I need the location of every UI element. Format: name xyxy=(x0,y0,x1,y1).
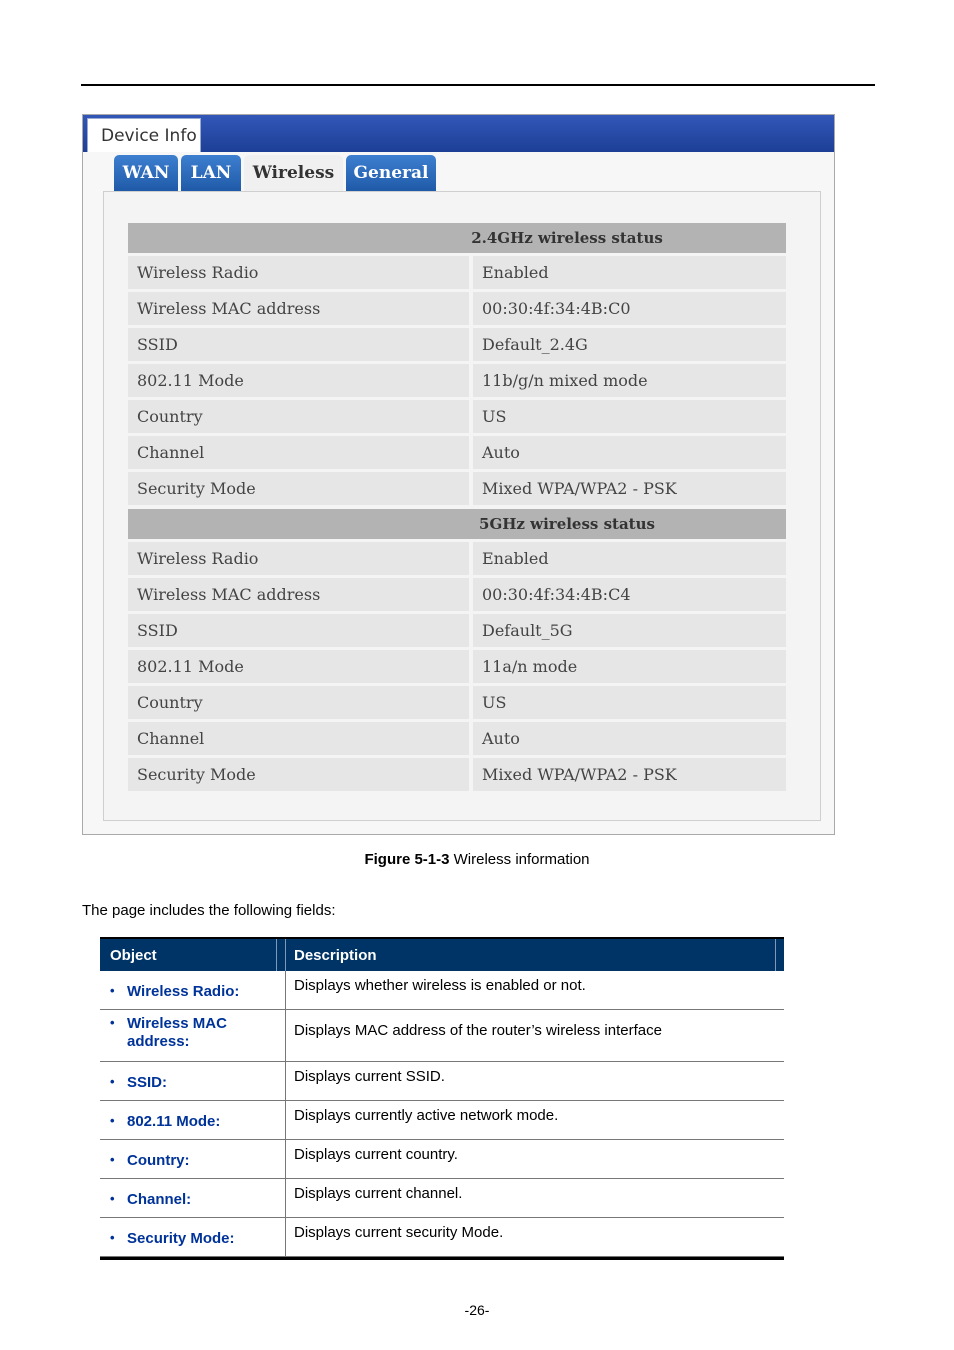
status-row xyxy=(128,578,786,611)
status-row xyxy=(128,758,786,791)
column-divider xyxy=(285,1179,286,1218)
tab-wireless[interactable]: Wireless xyxy=(244,155,343,191)
table-row xyxy=(100,1218,784,1257)
status-label: Country xyxy=(128,686,469,719)
status-value: 11b/g/n mixed mode xyxy=(473,364,786,397)
description-cell: Displays current SSID. xyxy=(294,1068,445,1085)
status-value: 00:30:4f:34:4B:C0 xyxy=(473,292,786,325)
table-row xyxy=(100,1010,784,1062)
section-header-5ghz xyxy=(128,509,786,539)
status-label: Security Mode xyxy=(128,472,469,505)
status-label: Wireless MAC address xyxy=(128,292,469,325)
status-row xyxy=(128,686,786,719)
bullet-icon: • xyxy=(110,1152,115,1167)
table-row xyxy=(100,1140,784,1179)
section-header-24ghz xyxy=(128,223,786,253)
table-row xyxy=(100,1101,784,1140)
description-cell: Displays current country. xyxy=(294,1146,458,1163)
bullet-icon: • xyxy=(110,1230,115,1245)
status-value: US xyxy=(473,400,786,433)
object-name: Channel: xyxy=(127,1191,192,1208)
status-value: US xyxy=(473,686,786,719)
header-description: Description xyxy=(294,947,377,964)
status-row xyxy=(128,292,786,325)
status-value: Auto xyxy=(473,436,786,469)
table-row xyxy=(100,971,784,1010)
object-name: Country: xyxy=(127,1152,190,1169)
description-cell: Displays whether wireless is enabled or not. xyxy=(294,977,586,994)
column-divider xyxy=(285,971,286,1010)
header-divider xyxy=(775,939,776,971)
object-name: 802.11 Mode: xyxy=(127,1113,221,1130)
page-number: -26- xyxy=(464,1302,490,1318)
status-label: Security Mode xyxy=(128,758,469,791)
status-row xyxy=(128,400,786,433)
status-label: Channel xyxy=(128,722,469,755)
bullet-icon: • xyxy=(110,1015,115,1030)
status-value: 00:30:4f:34:4B:C4 xyxy=(473,578,786,611)
table-row xyxy=(100,1062,784,1101)
description-cell: Displays currently active network mode. xyxy=(294,1107,559,1124)
tab-wan[interactable]: WAN xyxy=(114,155,178,191)
status-label: Country xyxy=(128,400,469,433)
status-value: Auto xyxy=(473,722,786,755)
intro-text: The page includes the following fields: xyxy=(82,902,336,919)
header-rule xyxy=(81,84,875,86)
status-row xyxy=(128,436,786,469)
status-label: Wireless Radio xyxy=(128,256,469,289)
status-row xyxy=(128,328,786,361)
status-label: Wireless MAC address xyxy=(128,578,469,611)
status-value: Default_5G xyxy=(473,614,786,647)
column-divider xyxy=(285,1101,286,1140)
status-value: Enabled xyxy=(473,542,786,575)
description-cell: Displays MAC address of the router’s wireless interface xyxy=(294,1022,662,1039)
object-name: Security Mode: xyxy=(127,1230,235,1247)
bullet-icon: • xyxy=(110,1191,115,1206)
status-label: Channel xyxy=(128,436,469,469)
table-header xyxy=(100,937,784,971)
status-value: Enabled xyxy=(473,256,786,289)
status-row xyxy=(128,542,786,575)
bullet-icon: • xyxy=(110,1113,115,1128)
tab-general[interactable]: General xyxy=(346,155,436,191)
object-name: Wireless Radio: xyxy=(127,983,240,1000)
status-row xyxy=(128,364,786,397)
status-row xyxy=(128,472,786,505)
status-value: Default_2.4G xyxy=(473,328,786,361)
status-row xyxy=(128,650,786,683)
column-divider xyxy=(285,1062,286,1101)
caption-text: Wireless information xyxy=(449,851,590,868)
status-label: SSID xyxy=(128,614,469,647)
status-label: Wireless Radio xyxy=(128,542,469,575)
table-bottom-rule xyxy=(100,1257,784,1260)
header-divider xyxy=(276,939,277,971)
device-info-tab[interactable]: Device Info xyxy=(87,118,201,152)
status-value: Mixed WPA/WPA2 - PSK xyxy=(473,758,786,791)
section-title: 2.4GHz wireless status xyxy=(471,229,663,247)
bullet-icon: • xyxy=(110,983,115,998)
status-label: SSID xyxy=(128,328,469,361)
figure-caption xyxy=(0,851,954,868)
status-label: 802.11 Mode xyxy=(128,364,469,397)
description-cell: Displays current channel. xyxy=(294,1185,463,1202)
status-row xyxy=(128,614,786,647)
object-name: SSID: xyxy=(127,1074,168,1091)
status-label: 802.11 Mode xyxy=(128,650,469,683)
column-divider xyxy=(285,1140,286,1179)
status-value: 11a/n mode xyxy=(473,650,786,683)
status-row xyxy=(128,722,786,755)
tab-lan[interactable]: LAN xyxy=(181,155,241,191)
header-divider xyxy=(285,939,286,971)
column-divider xyxy=(285,1218,286,1257)
caption-label: Figure 5-1-3 xyxy=(364,851,450,868)
bullet-icon: • xyxy=(110,1074,115,1089)
section-title: 5GHz wireless status xyxy=(479,515,655,533)
table-row xyxy=(100,1179,784,1218)
status-value: Mixed WPA/WPA2 - PSK xyxy=(473,472,786,505)
status-row xyxy=(128,256,786,289)
description-cell: Displays current security Mode. xyxy=(294,1224,504,1241)
column-divider xyxy=(285,1010,286,1062)
device-info-screenshot xyxy=(82,114,835,835)
object-name: Wireless MAC address: xyxy=(127,1015,227,1050)
header-object: Object xyxy=(110,947,157,964)
